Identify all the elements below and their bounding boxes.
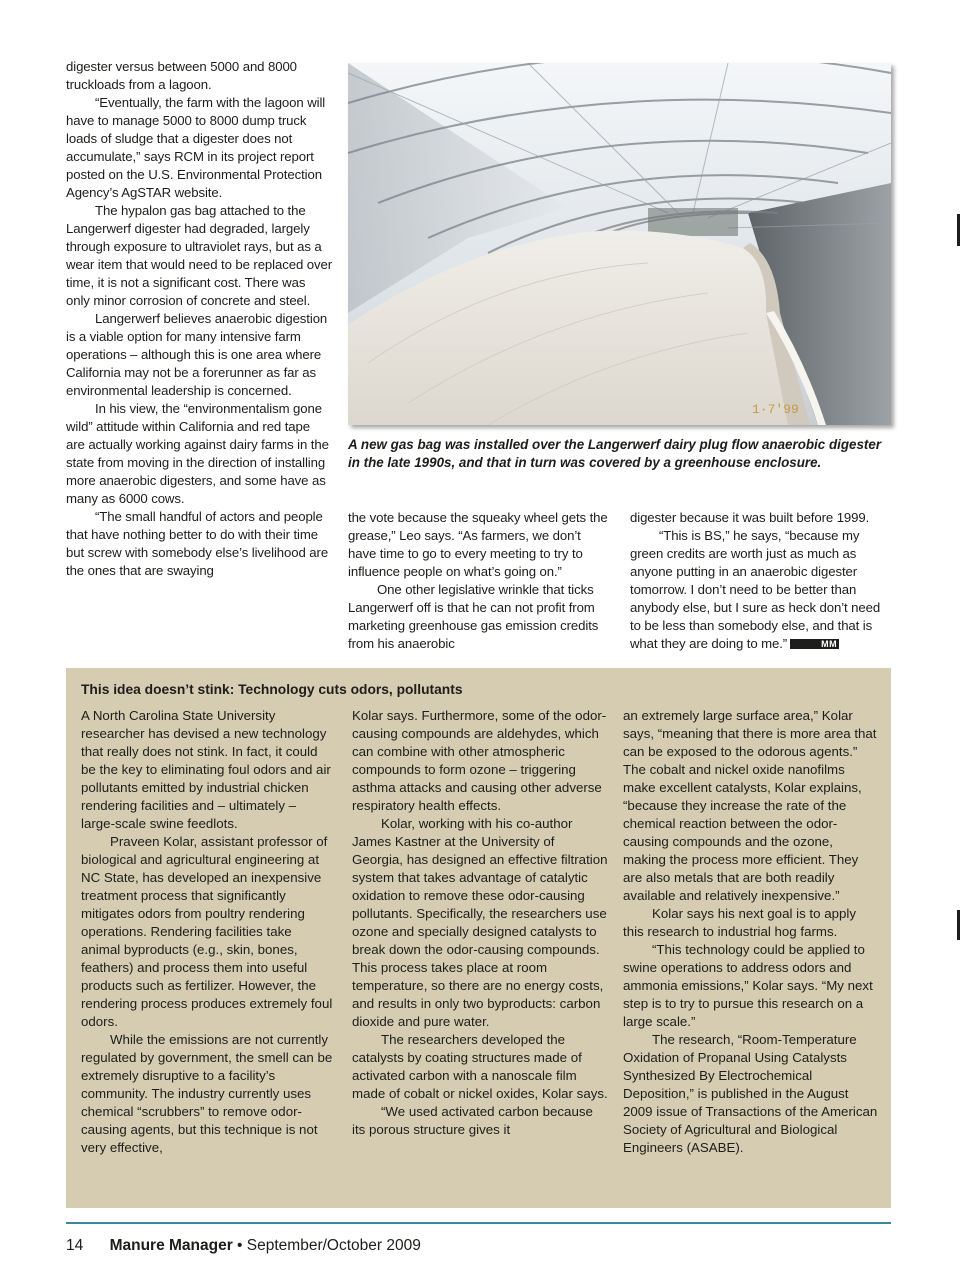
paragraph: the vote because the squeaky wheel gets the grease,” Leo says. “As farmers, we don’t have time to go to every meeting to try to influence people on what’s going on.” (348, 510, 608, 579)
page-footer (66, 1237, 421, 1255)
article-left-column (66, 58, 332, 580)
sidebar-column-1 (81, 707, 333, 1157)
page-number: 14 (66, 1237, 84, 1254)
paragraph: an extremely large surface area,” Kolar says, “meaning that there is more area that can be exposed to the odorous agents.” The cobalt and nickel oxide nanofilms make excellent catalysts, Kolar explains, “because they increase the rate of the chemical reaction between the odor-causing compounds and the ozone, making the process more efficient. They are also metals that are both readily available and relatively inexpensive.” (623, 708, 877, 903)
paragraph: While the emissions are not currently regulated by government, the smell can be extremely disruptive to a facility’s community. The industry currently uses chemical “scrubbers” to remove odor-causing agents, but this technique is not very effective, (81, 1032, 333, 1155)
greenhouse-digester-photo (348, 63, 891, 425)
sidebar-column-2 (352, 707, 608, 1139)
paragraph: “We used activated carbon because its porous structure gives it (352, 1104, 593, 1137)
paragraph: digester because it was built before 1999. (630, 510, 870, 525)
article-right-column (630, 509, 892, 653)
paragraph: One other legislative wrinkle that ticks Langerwerf off is that he can not profit from marketing greenhouse gas emission credits from his anaerobic (348, 582, 599, 651)
paragraph: A North Carolina State University researcher has devised a new technology that really does not stink. In fact, it could be the key to eliminating foul odors and air pollutants emitted by industrial chicken rendering facilities and – ultimately – large-scale swine feedlots. (81, 708, 331, 831)
paragraph: “Eventually, the farm with the lagoon will have to manage 5000 to 8000 dump truck loads of sludge that a digester does not accumulate,” says RCM in its project report posted on the U.S. Environmental Protection Agency’s AgSTAR website. (66, 95, 326, 200)
paragraph: Kolar, working with his co-author James Kastner at the University of Georgia, has designed an effective filtration system that takes advantage of catalytic oxidation to remove these odor-causing pollutants. Specifically, the researchers use ozone and specially designed catalysts to break down the odor-causing compounds. This process takes place at room temperature, so there are no energy costs, and results in only two byproducts: carbon dioxide and pure water. (352, 816, 608, 1029)
paragraph: Kolar says. Furthermore, some of the odor-causing compounds are aldehydes, which can combine with other atmospheric compounds to form ozone – triggering asthma attacks and causing other adverse respiratory health effects. (352, 708, 607, 813)
paragraph (630, 527, 892, 653)
paragraph-text: “This is BS,” he says, “because my green credits are worth just as much as anyone putting in an anaerobic digester tomorrow. I don’t need to be better than anybody else, but I sure as heck don’t need to be less than somebody else, and that is what they are doing to me.” (630, 528, 881, 651)
paragraph: Praveen Kolar, assistant professor of biological and agricultural engineering at NC State, has developed an inexpensive treatment process that significantly mitigates odors from poultry rendering operations. Rendering facilities take animal byproducts (e.g., skin, bones, feathers) and process them into useful products such as fertilizer. However, the rendering process produces extremely foul odors. (81, 834, 333, 1029)
paragraph: Kolar says his next goal is to apply this research to industrial hog farms. (623, 906, 856, 939)
footer-separator: • (237, 1237, 243, 1254)
paragraph: In his view, the “environmentalism gone wild” attitude within California and red tape are actually working against dairy farms in the state from moving in the direction of installing more anaerobic digesters, and some have as many as 6000 cows. (66, 401, 329, 506)
paragraph: digester versus between 5000 and 8000 truckloads from a lagoon. (66, 59, 297, 92)
issue-date: September/October 2009 (246, 1237, 421, 1254)
sidebar-column-3 (623, 707, 879, 1157)
sidebar-box (66, 668, 891, 1208)
photo-date-stamp: 1·7'99 (752, 402, 799, 417)
magazine-name: Manure Manager (109, 1237, 233, 1254)
end-mark-logo: MM (790, 639, 839, 649)
paragraph: The researchers developed the catalysts by coating structures made of activated carbon with a nanoscale film made of cobalt or nickel oxides, Kolar says. (352, 1032, 608, 1101)
sidebar-title: This idea doesn’t stink: Technology cuts odors, pollutants (81, 682, 463, 697)
article-middle-column (348, 509, 612, 653)
paragraph: The hypalon gas bag attached to the Langerwerf digester had degraded, largely through exposure to ultraviolet rays, but as a wear item that would need to be replaced over time, it is not a significant cost. There was only minor corrosion of concrete and steel. (66, 203, 333, 308)
paragraph: Langerwerf believes anaerobic digestion is a viable option for many intensive farm operations – although this is one area where California may not be a forerunner as far as environmental leadership is concerned. (66, 311, 328, 398)
paragraph: “This technology could be applied to swine operations to address odors and ammonia emissions,” Kolar says. “My next step is to try to pursue this research on a large scale.” (623, 942, 873, 1029)
footer-rule (66, 1222, 891, 1224)
photo-caption: A new gas bag was installed over the Langerwerf dairy plug flow anaerobic digester in the late 1990s, and that in turn was covered by a greenhouse enclosure. (348, 437, 882, 470)
paragraph: “The small handful of actors and people that have nothing better to do with their time but screw with somebody else’s livelihood are the ones that are swaying (66, 509, 329, 578)
paragraph: The research, “Room-Temperature Oxidation of Propanal Using Catalysts Synthesized By Electrochemical Deposition,” is published in the August 2009 issue of Transactions of the American Society of Agricultural and Biological Engineers (ASABE). (623, 1032, 878, 1155)
